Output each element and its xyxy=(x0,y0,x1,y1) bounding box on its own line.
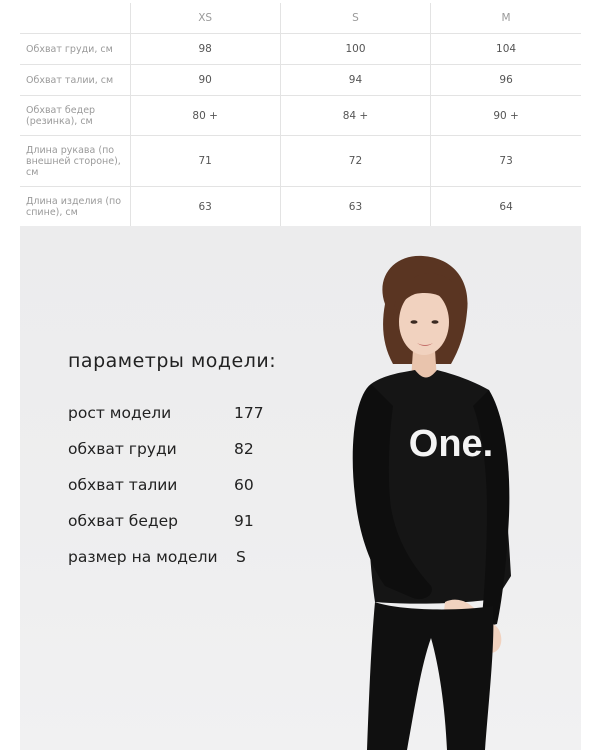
table-cell: 90 + xyxy=(431,96,581,136)
table-cell: 71 xyxy=(130,136,280,187)
size-chart-table xyxy=(20,3,581,227)
table-row xyxy=(20,187,581,227)
model-photo xyxy=(20,226,581,750)
sweatshirt-print: One. xyxy=(408,423,494,465)
table-cell: 63 xyxy=(130,187,280,227)
table-cell: 98 xyxy=(130,34,280,65)
table-cell: 72 xyxy=(280,136,430,187)
table-row xyxy=(20,96,581,136)
model-param-size xyxy=(68,548,246,566)
eye-shape xyxy=(432,320,439,324)
model-param-hips xyxy=(68,512,254,530)
param-label: рост модели xyxy=(68,404,172,422)
row-label-hips: Обхват бедер (резинка), см xyxy=(20,96,130,136)
param-label: размер на модели xyxy=(68,548,218,566)
table-cell: 90 xyxy=(130,65,280,96)
size-header-s: S xyxy=(280,3,430,34)
param-label: обхват бедер xyxy=(68,512,178,530)
size-header-m: M xyxy=(431,3,581,34)
table-cell: 96 xyxy=(431,65,581,96)
model-param-height xyxy=(68,404,264,422)
model-param-waist xyxy=(68,476,254,494)
size-header-xs: XS xyxy=(130,3,280,34)
param-value: 177 xyxy=(234,404,264,422)
size-header-row xyxy=(20,3,581,34)
row-label-waist: Обхват талии, см xyxy=(20,65,130,96)
table-row xyxy=(20,136,581,187)
param-value: S xyxy=(236,548,246,566)
param-label: обхват талии xyxy=(68,476,178,494)
table-cell: 63 xyxy=(280,187,430,227)
table-cell: 100 xyxy=(280,34,430,65)
row-label-garment-length: Длина изделия (по спине), см xyxy=(20,187,130,227)
row-label-sleeve-length: Длина рукава (по внешней стороне), см xyxy=(20,136,130,187)
eye-shape xyxy=(411,320,418,324)
model-param-chest xyxy=(68,440,254,458)
size-header-corner xyxy=(20,3,130,34)
table-cell: 104 xyxy=(431,34,581,65)
param-label: обхват груди xyxy=(68,440,177,458)
param-value: 91 xyxy=(234,512,254,530)
model-params-title: параметры модели: xyxy=(68,350,277,372)
param-value: 82 xyxy=(234,440,254,458)
table-cell: 64 xyxy=(431,187,581,227)
model-figure xyxy=(275,246,535,750)
table-cell: 73 xyxy=(431,136,581,187)
table-row xyxy=(20,34,581,65)
table-row xyxy=(20,65,581,96)
row-label-chest: Обхват груди, см xyxy=(20,34,130,65)
table-cell: 84 + xyxy=(280,96,430,136)
table-cell: 80 + xyxy=(130,96,280,136)
table-cell: 94 xyxy=(280,65,430,96)
leggings-shape xyxy=(367,602,493,750)
param-value: 60 xyxy=(234,476,254,494)
